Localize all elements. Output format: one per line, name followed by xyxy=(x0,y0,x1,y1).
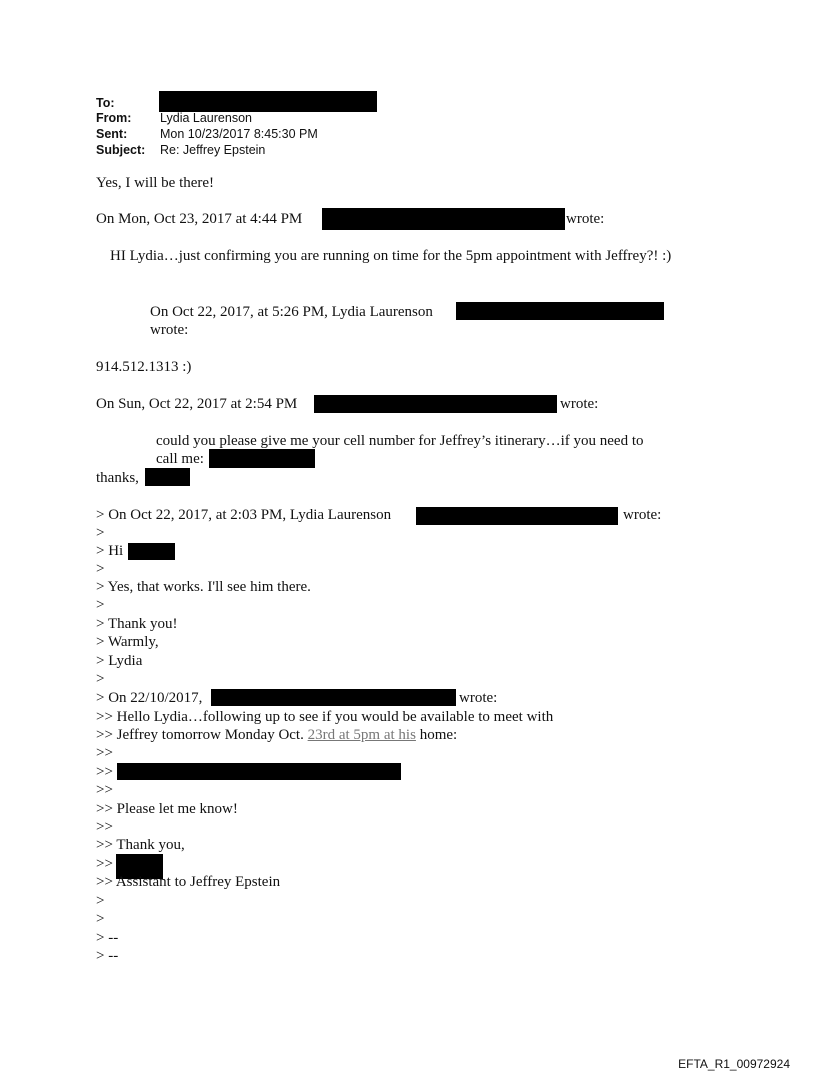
quote1-sender-redaction xyxy=(322,208,565,230)
double-quoted-assistant: >> Assistant to Jeffrey Epstein xyxy=(96,874,281,890)
double-quoted-thankyou: >> Thank you, xyxy=(96,837,185,853)
quote1-wrote: wrote: xyxy=(566,211,605,227)
quoted-line: > xyxy=(96,671,105,687)
calendar-link[interactable]: 23rd at 5pm at his xyxy=(307,727,416,743)
quoted-dash: > -- xyxy=(96,948,119,964)
quoted-warmly: > Warmly, xyxy=(96,634,159,650)
double-quoted-hello: >> Hello Lydia…following up to see if you would be available to meet with xyxy=(96,709,554,725)
double-quoted-line: >> xyxy=(96,819,113,835)
sent-label: Sent: xyxy=(96,127,128,141)
double-quoted-jeffrey xyxy=(96,726,457,744)
double-quoted-line: >> xyxy=(96,745,113,761)
to-label: To: xyxy=(96,96,115,110)
from-value: Lydia Laurenson xyxy=(160,111,252,125)
quote3-text-line2: call me: xyxy=(156,451,204,467)
quote3-text-line1: could you please give me your cell number for Jeffrey’s itinerary…if you need to xyxy=(156,433,644,449)
quote2-wrote: wrote: xyxy=(150,322,189,338)
address-redaction xyxy=(117,763,401,780)
quoted-on-sender-redaction xyxy=(211,689,456,706)
quoted-line: > xyxy=(96,525,105,541)
quote2-intro: On Oct 22, 2017, at 5:26 PM, Lydia Laurenson xyxy=(150,304,433,320)
thanks-text: thanks, xyxy=(96,470,139,486)
quoted-hi: > Hi xyxy=(96,543,124,559)
quoted-line: > xyxy=(96,597,105,613)
quoted-line: > xyxy=(96,561,105,577)
quoted-wrote: wrote: xyxy=(623,507,662,523)
double-quoted-line: >> xyxy=(96,764,113,780)
double-quoted-letme: >> Please let me know! xyxy=(96,801,238,817)
quoted-email-redaction xyxy=(416,507,618,525)
quoted-line: > xyxy=(96,911,105,927)
from-label: From: xyxy=(96,111,132,125)
quoted-on-date: > On 22/10/2017, xyxy=(96,690,203,706)
quoted-hi-name-redaction xyxy=(128,543,175,560)
phone-number: 914.512.1313 :) xyxy=(96,359,192,375)
sent-value: Mon 10/23/2017 8:45:30 PM xyxy=(160,127,318,141)
double-quoted-jeffrey-post: home: xyxy=(415,727,458,743)
quoted-dash: > -- xyxy=(96,930,119,946)
reply-text: Yes, I will be there! xyxy=(96,175,215,191)
signature-redaction xyxy=(145,468,190,486)
subject-value: Re: Jeffrey Epstein xyxy=(160,143,266,157)
to-redaction xyxy=(159,91,377,112)
quote3-intro: On Sun, Oct 22, 2017 at 2:54 PM xyxy=(96,396,298,412)
quote2-email-redaction xyxy=(456,302,664,320)
quoted-thankyou: > Thank you! xyxy=(96,616,178,632)
quote3-sender-redaction xyxy=(314,395,557,413)
quoted-line: > xyxy=(96,893,105,909)
quoted-lydia: > Lydia xyxy=(96,653,143,669)
quote1-intro: On Mon, Oct 23, 2017 at 4:44 PM xyxy=(96,211,303,227)
quoted-on-wrote: wrote: xyxy=(459,690,498,706)
phone-redaction xyxy=(209,449,315,468)
quoted-intro: > On Oct 22, 2017, at 2:03 PM, Lydia Laurenson xyxy=(96,507,392,523)
quote1-text: HI Lydia…just confirming you are running on time for the 5pm appointment with Jeffrey?! :) xyxy=(110,248,672,264)
document-id: EFTA_R1_00972924 xyxy=(678,1057,790,1071)
quoted-works: > Yes, that works. I'll see him there. xyxy=(96,579,311,595)
double-quoted-line: >> xyxy=(96,782,113,798)
double-quoted-jeffrey-pre: >> Jeffrey tomorrow Monday Oct. xyxy=(96,727,308,743)
subject-label: Subject: xyxy=(96,143,146,157)
email-header xyxy=(96,96,496,160)
quote3-wrote: wrote: xyxy=(560,396,599,412)
double-quoted-line: >> xyxy=(96,856,113,872)
